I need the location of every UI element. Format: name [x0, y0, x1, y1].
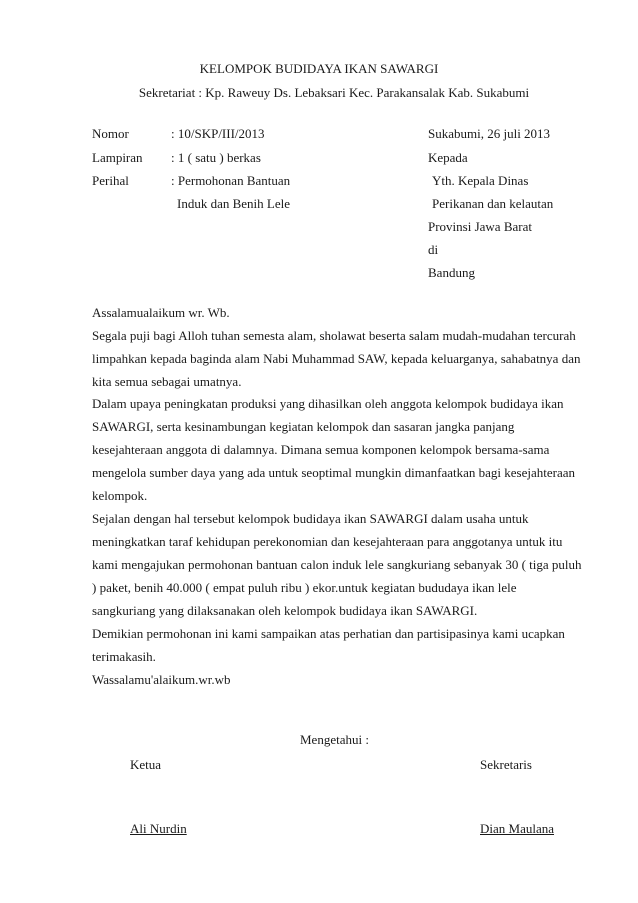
- body-line: limpahkan kepada baginda alam Nabi Muhammad SAW, kepada keluarganya, sahabatnya dan: [92, 351, 581, 366]
- letter-subtitle: Sekretariat : Kp. Raweuy Ds. Lebaksari Kec. Parakansalak Kab. Sukabumi: [138, 85, 530, 100]
- lampiran-value: : 1 ( satu ) berkas: [171, 150, 261, 165]
- body-line: Assalamualaikum wr. Wb.: [92, 305, 230, 320]
- body-line: Wassalamu'alaikum.wr.wb: [92, 672, 231, 687]
- sekretaris-label: Sekretaris: [480, 757, 532, 772]
- kepada-label: Kepada: [428, 150, 468, 165]
- letter-title: KELOMPOK BUDIDAYA IKAN SAWARGI: [199, 61, 439, 76]
- body-line: Segala puji bagi Alloh tuhan semesta alam, sholawat beserta salam mudah-mudahan tercurah: [92, 328, 576, 343]
- body-line: meningkatkan taraf kehidupan perekonomian dan kesejahteraan para anggotanya untuk itu: [92, 534, 563, 549]
- body-line: terimakasih.: [92, 649, 156, 664]
- nomor-value: : 10/SKP/III/2013: [171, 126, 265, 141]
- perihal-value-continued: Induk dan Benih Lele: [177, 196, 290, 211]
- sekretaris-name: Dian Maulana: [480, 821, 555, 836]
- perihal-value: : Permohonan Bantuan: [171, 173, 291, 188]
- body-line: Sejalan dengan hal tersebut kelompok budidaya ikan SAWARGI dalam usaha untuk: [92, 511, 529, 526]
- body-line: kelompok.: [92, 488, 148, 503]
- ketua-name: Ali Nurdin: [130, 821, 187, 836]
- body-line: kita semua sebagai umatnya.: [92, 374, 242, 389]
- lampiran-label: Lampiran: [92, 150, 143, 165]
- nomor-label: Nomor: [92, 126, 129, 141]
- letter-date: Sukabumi, 26 juli 2013: [428, 126, 551, 141]
- recipient-line-1: Yth. Kepala Dinas: [432, 173, 529, 188]
- body-line: ) paket, benih 40.000 ( empat puluh ribu ) ekor.untuk kegiatan bududaya ikan lele: [92, 580, 517, 595]
- body-line: Demikian permohonan ini kami sampaikan atas perhatian dan partisipasinya kami ucapkan: [92, 626, 565, 641]
- body-line: kami mengajukan permohonan bantuan calon induk lele sangkuriang sebanyak 30 ( tiga puluh: [92, 557, 582, 572]
- recipient-line-5: Bandung: [428, 265, 475, 280]
- body-line: mengelola sumber daya yang ada untuk seoptimal mungkin dimanfaatkan bagi kesejahteraan: [92, 465, 576, 480]
- mengetahui-label: Mengetahui :: [300, 732, 369, 747]
- body-line: sangkuriang yang dilaksanakan oleh kelompok budidaya ikan SAWARGI.: [92, 603, 478, 618]
- perihal-label: Perihal: [92, 173, 129, 188]
- recipient-line-4: di: [428, 242, 439, 257]
- body-line: SAWARGI, serta kesinambungan kegiatan kelompok dan sasaran jangka panjang: [92, 419, 515, 434]
- ketua-label: Ketua: [130, 757, 162, 772]
- recipient-line-2: Perikanan dan kelautan: [432, 196, 554, 211]
- body-line: Dalam upaya peningkatan produksi yang dihasilkan oleh anggota kelompok budidaya ikan: [92, 396, 564, 411]
- recipient-line-3: Provinsi Jawa Barat: [428, 219, 532, 234]
- body-line: kesejahteraan anggota di dalamnya. Dimana semua komponen kelompok bersama-sama: [92, 442, 550, 457]
